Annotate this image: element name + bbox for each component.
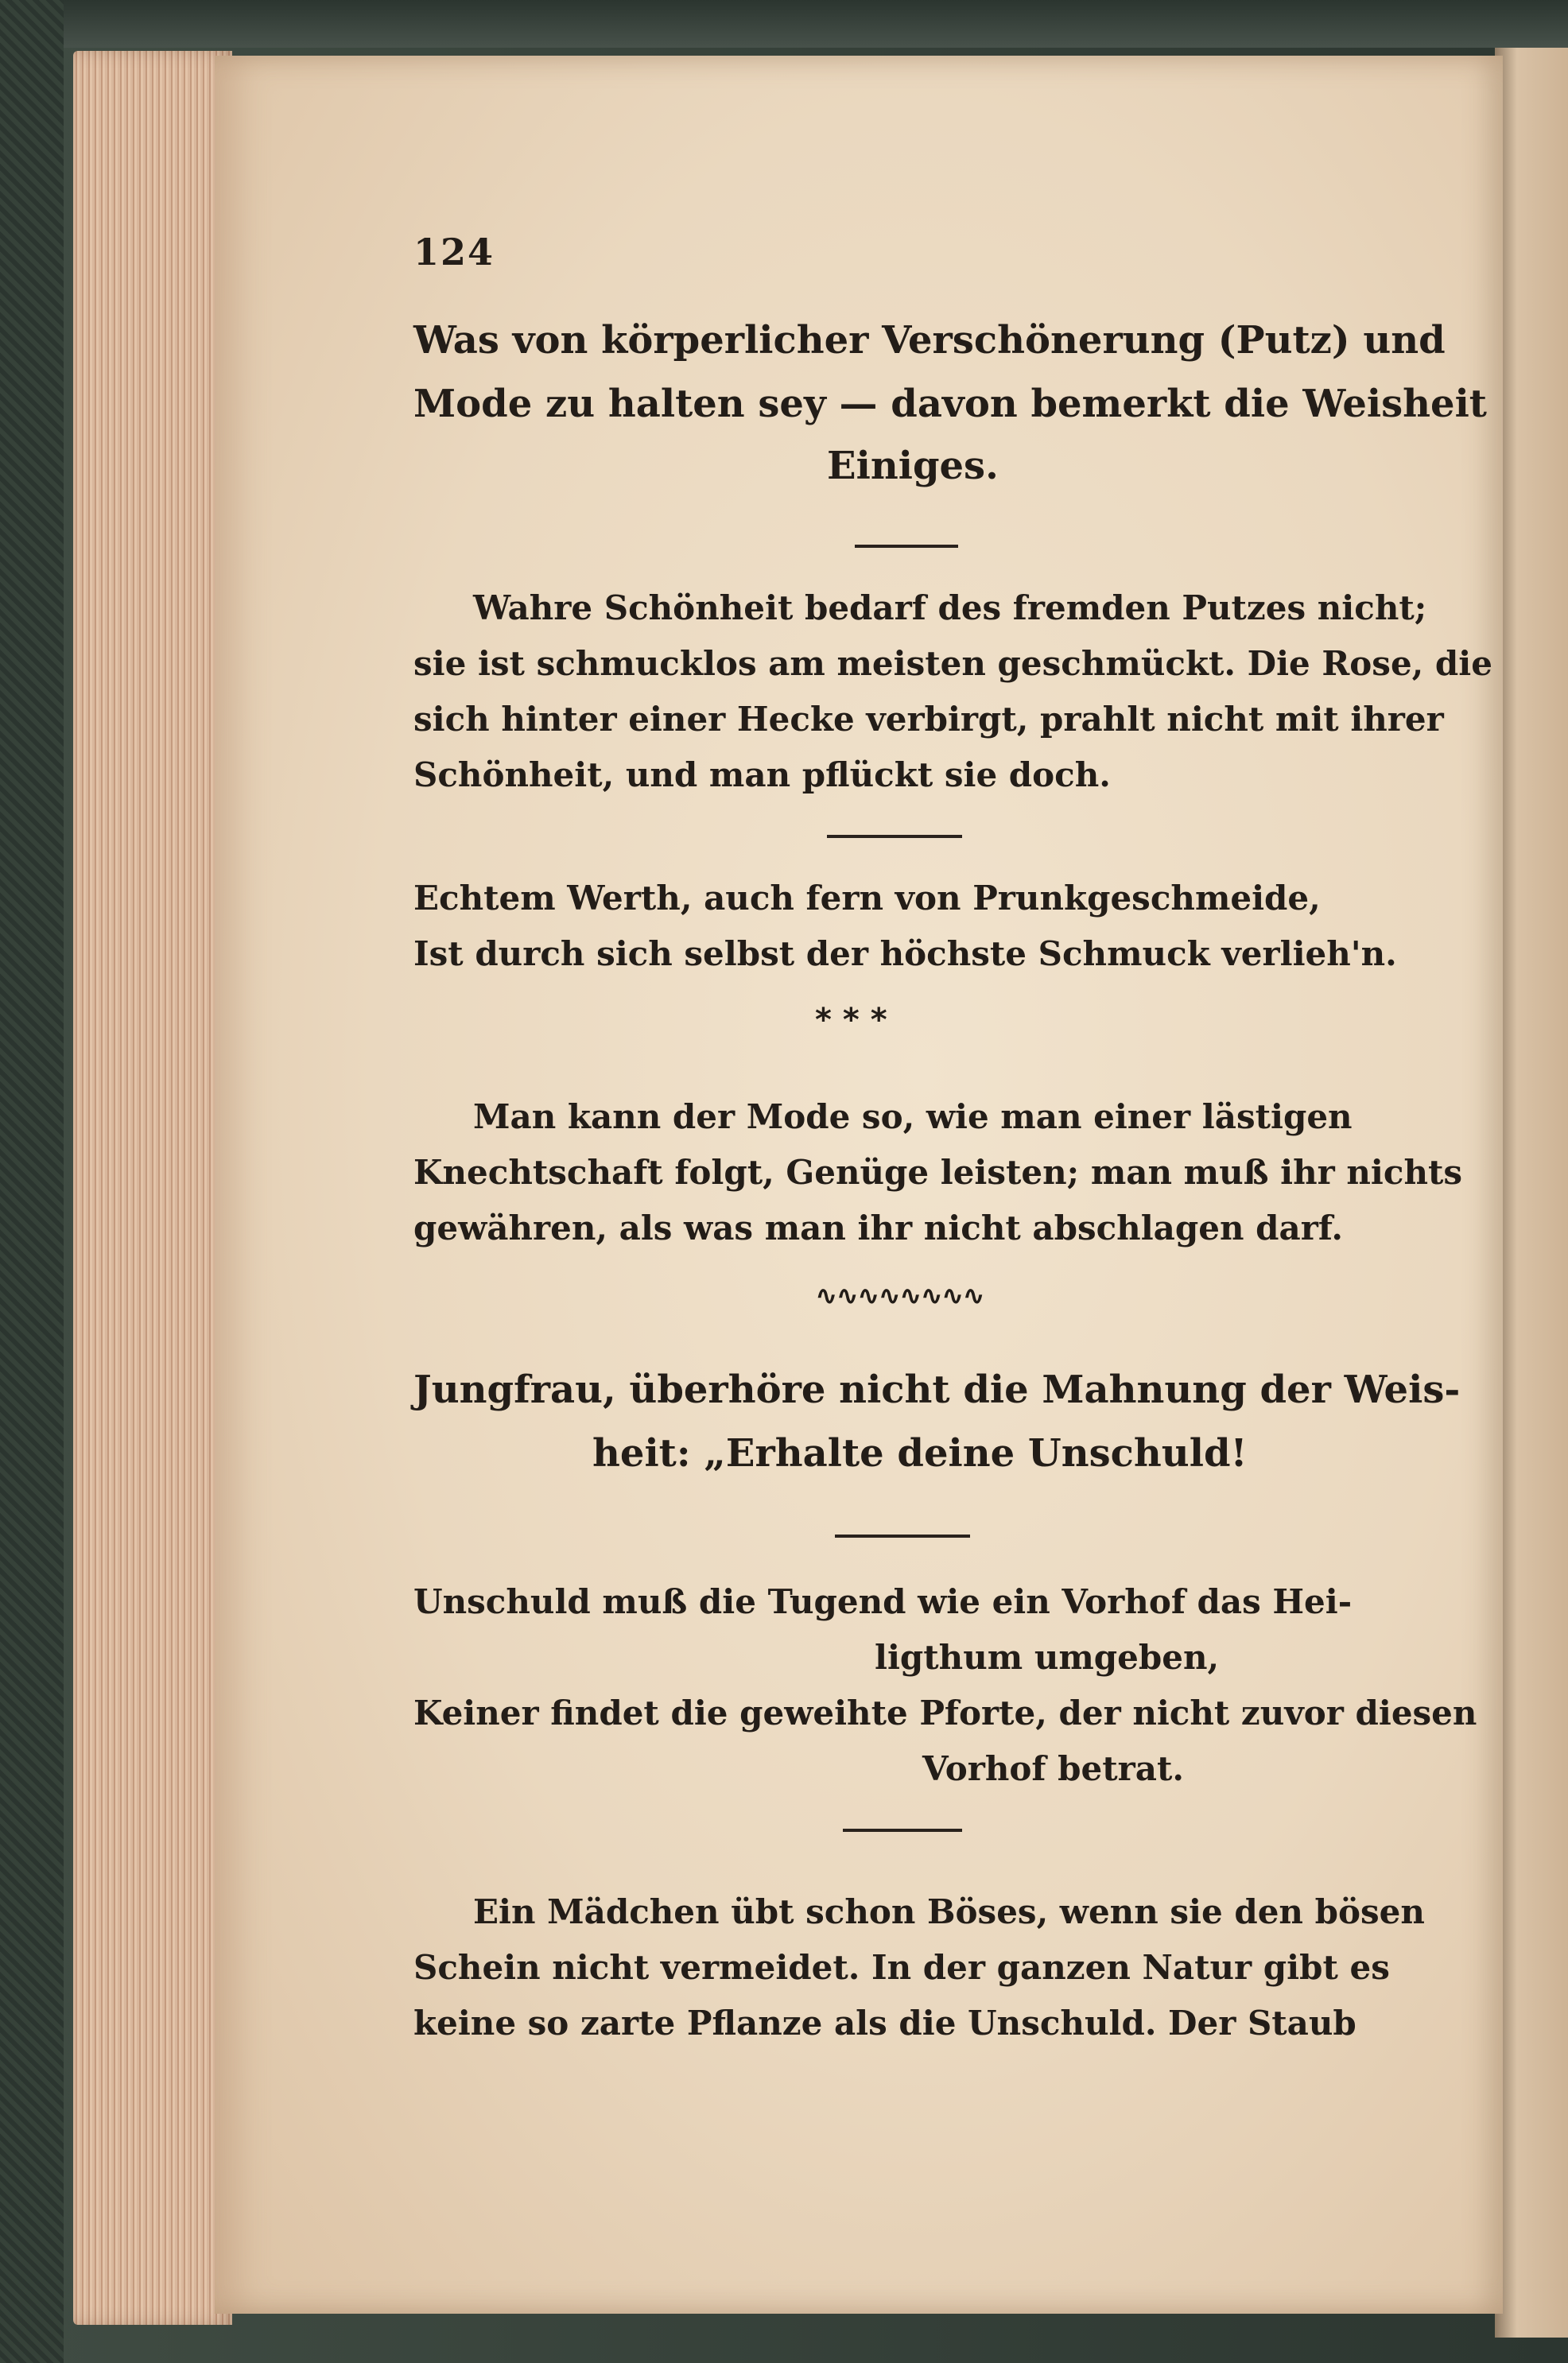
verse2-line3: Keiner findet die geweihte Pforte, der nicht zuvor diesen — [413, 1694, 1477, 1732]
para3-line1: Ein Mädchen übt schon Böses, wenn sie den bösen — [473, 1892, 1425, 1931]
section-rule — [835, 1535, 970, 1538]
section-rule — [855, 545, 958, 548]
verse2-line2: ligthum umgeben, — [875, 1638, 1220, 1677]
page-number: 124 — [413, 231, 495, 274]
asterism: * * * — [815, 1002, 887, 1038]
page-text — [413, 231, 1492, 2059]
verse1-line2: Ist durch sich selbst der höchste Schmuck verlieh'n. — [413, 934, 1397, 973]
verse2-line1: Unschuld muß die Tugend wie ein Vorhof das Hei- — [413, 1582, 1353, 1621]
book-cover-left — [0, 0, 64, 2363]
page-edges — [73, 51, 232, 2325]
section1-heading-line2: Mode zu halten sey — davon bemerkt die Weisheit — [413, 382, 1487, 426]
para3-line3: keine so zarte Pflanze als die Unschuld. Der Staub — [413, 2004, 1356, 2043]
section1-heading-line1: Was von körperlicher Verschönerung (Putz) und — [413, 318, 1446, 363]
para1-line3: sich hinter einer Hecke verbirgt, prahlt nicht mit ihrer — [413, 700, 1444, 739]
para2-line1: Man kann der Mode so, wie man einer lästigen — [473, 1097, 1353, 1136]
para2-line2: Knechtschaft folgt, Genüge leisten; man muß ihr nichts — [413, 1153, 1463, 1192]
wavy-divider: ∿∿∿∿∿∿∿∿ — [815, 1280, 984, 1312]
facing-page-edge — [1495, 48, 1568, 2338]
verse1-line1: Echtem Werth, auch fern von Prunkgeschmeide, — [413, 879, 1321, 918]
book-cover-top — [64, 0, 1568, 48]
section1-heading-line3: Einiges. — [827, 444, 999, 488]
section-rule — [827, 835, 962, 838]
para2-line3: gewähren, als was man ihr nicht abschlagen darf. — [413, 1209, 1344, 1247]
para1-line4: Schönheit, und man pflückt sie doch. — [413, 755, 1111, 794]
para1-line1: Wahre Schönheit bedarf des fremden Putzes nicht; — [473, 588, 1427, 627]
verse2-line4: Vorhof betrat. — [922, 1749, 1184, 1788]
para3-line2: Schein nicht vermeidet. In der ganzen Natur gibt es — [413, 1948, 1390, 1987]
para1-line2: sie ist schmucklos am meisten geschmückt. Die Rose, die — [413, 644, 1492, 683]
section-rule — [843, 1829, 962, 1832]
section2-heading-line2: heit: „Erhalte deine Unschuld! — [592, 1431, 1248, 1476]
section2-heading-line1: Jungfrau, überhöre nicht die Mahnung der Weis- — [413, 1368, 1461, 1412]
